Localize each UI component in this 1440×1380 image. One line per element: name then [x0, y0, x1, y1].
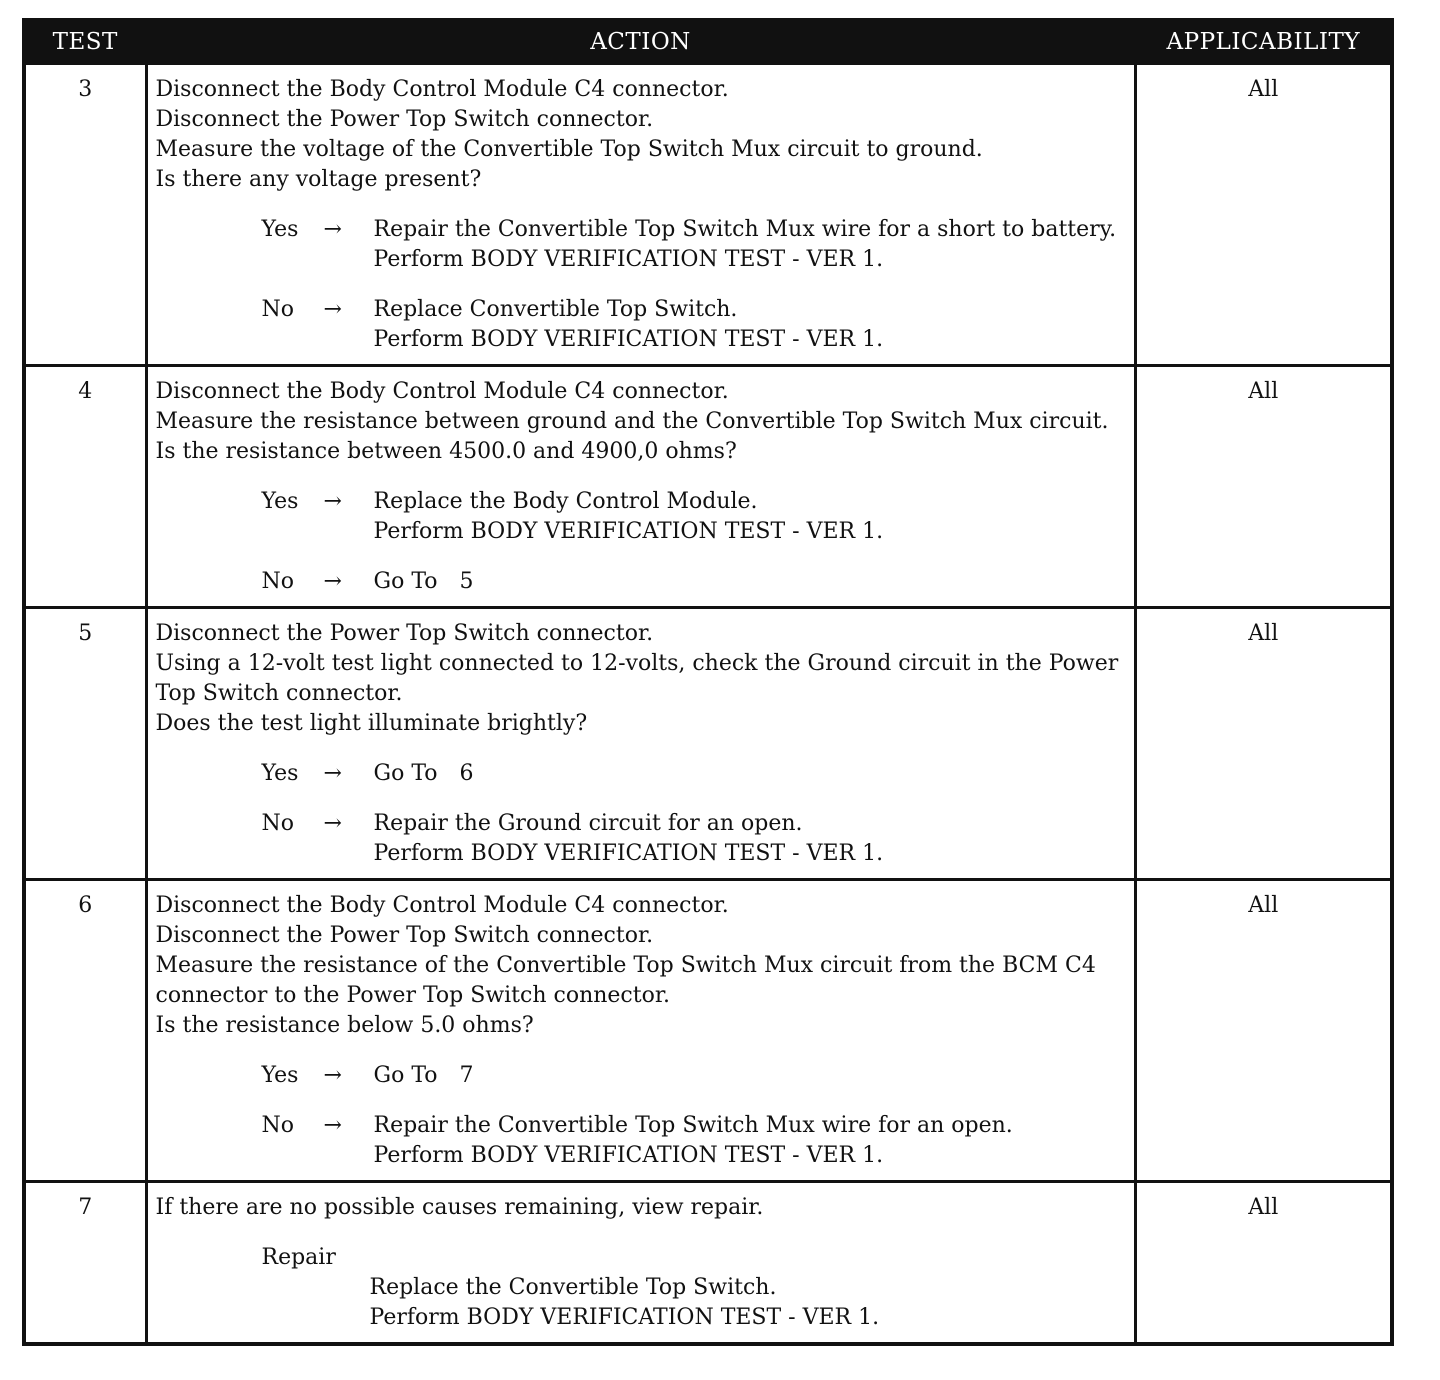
- answer-body: [374, 1061, 474, 1091]
- action-cell: [146, 366, 1135, 608]
- test-number: 4: [24, 366, 146, 608]
- answer-text: Repair the Convertible Top Switch Mux wire for an open.: [373, 1113, 1013, 1138]
- test-number: 3: [24, 64, 146, 366]
- applicability-value: All: [1135, 880, 1392, 1182]
- header-row: [24, 20, 1392, 64]
- goto-number: 7: [459, 1063, 474, 1088]
- answer-body: [374, 1111, 1013, 1171]
- repair-lines: [370, 1273, 1126, 1333]
- yes-answer: [262, 487, 1126, 547]
- header-test: TEST: [24, 20, 146, 64]
- answer-body: [374, 809, 884, 869]
- applicability-value: All: [1135, 64, 1392, 366]
- action-cell: [146, 880, 1135, 1182]
- right-arrow-icon: →: [323, 761, 342, 786]
- step-text: Measure the voltage of the Convertible Top Switch Mux circuit to ground.: [155, 137, 983, 162]
- goto-text: Go To: [373, 1063, 438, 1088]
- no-answer: [262, 1111, 1126, 1171]
- no-label: No: [261, 811, 294, 836]
- right-arrow-icon: →: [323, 297, 342, 322]
- test-number: 6: [24, 880, 146, 1182]
- answer-body: [374, 759, 474, 789]
- step-text: Is there any voltage present?: [155, 167, 482, 192]
- right-arrow-icon: →: [323, 217, 342, 242]
- step-text: Disconnect the Power Top Switch connector.: [155, 107, 654, 132]
- step-text: Top Switch connector.: [155, 681, 403, 706]
- answer-text: Perform BODY VERIFICATION TEST - VER 1.: [373, 841, 884, 866]
- step-text: Measure the resistance between ground and the Convertible Top Switch Mux circuit.: [155, 409, 1109, 434]
- step-text: Disconnect the Body Control Module C4 connector.: [155, 77, 729, 102]
- right-arrow-icon: →: [323, 489, 342, 514]
- step-text: Does the test light illuminate brightly?: [155, 711, 588, 736]
- repair-text: Perform BODY VERIFICATION TEST - VER 1.: [369, 1305, 880, 1330]
- no-label: No: [261, 297, 294, 322]
- answer-text: Replace Convertible Top Switch.: [373, 297, 738, 322]
- answer-group: [156, 487, 1126, 597]
- answer-body: [374, 295, 884, 355]
- table-row: [24, 64, 1392, 366]
- yes-answer: [262, 1061, 1126, 1091]
- repair-block: [156, 1243, 1126, 1333]
- goto-text: Go To: [373, 569, 438, 594]
- test-number: 5: [24, 608, 146, 880]
- step-text: Is the resistance between 4500.0 and 4900,0 ohms?: [155, 439, 737, 464]
- yes-label: Yes: [261, 1063, 299, 1088]
- no-answer: [262, 295, 1126, 355]
- header-applicability: APPLICABILITY: [1135, 20, 1392, 64]
- step-text: Using a 12-volt test light connected to 12-volts, check the Ground circuit in the Power: [155, 651, 1119, 676]
- answer-text: Replace the Body Control Module.: [373, 489, 758, 514]
- step-text: Measure the resistance of the Convertible Top Switch Mux circuit from the BCM C4: [155, 953, 1096, 978]
- table-row: [24, 366, 1392, 608]
- yes-label: Yes: [261, 217, 299, 242]
- table-row: [24, 608, 1392, 880]
- yes-answer: [262, 215, 1126, 275]
- applicability-value: All: [1135, 1182, 1392, 1344]
- answer-text: Perform BODY VERIFICATION TEST - VER 1.: [373, 519, 884, 544]
- right-arrow-icon: →: [323, 1113, 342, 1138]
- answer-body: [374, 487, 884, 547]
- applicability-value: All: [1135, 366, 1392, 608]
- goto-number: 5: [459, 569, 474, 594]
- step-text: Disconnect the Body Control Module C4 connector.: [155, 893, 729, 918]
- repair-text: Replace the Convertible Top Switch.: [369, 1275, 777, 1300]
- right-arrow-icon: →: [323, 1063, 342, 1088]
- header-action: ACTION: [146, 20, 1135, 64]
- answer-text: Perform BODY VERIFICATION TEST - VER 1.: [373, 247, 884, 272]
- answer-body: [374, 567, 474, 597]
- goto-number: 6: [459, 761, 474, 786]
- answer-text: Perform BODY VERIFICATION TEST - VER 1.: [373, 1143, 884, 1168]
- step-text: Disconnect the Body Control Module C4 connector.: [155, 379, 729, 404]
- no-label: No: [261, 1113, 294, 1138]
- table-row: [24, 1182, 1392, 1344]
- answer-body: [374, 215, 1117, 275]
- answer-group: [156, 1061, 1126, 1171]
- no-answer: [262, 809, 1126, 869]
- table-row: [24, 880, 1392, 1182]
- answer-text: Repair the Ground circuit for an open.: [373, 811, 803, 836]
- step-text: Disconnect the Power Top Switch connector.: [155, 923, 654, 948]
- action-cell: [146, 1182, 1135, 1344]
- no-answer: [262, 567, 1126, 597]
- action-cell: [146, 64, 1135, 366]
- diagnostic-page: [22, 18, 1390, 1346]
- table-header: [24, 20, 1392, 64]
- repair-label: Repair: [261, 1245, 336, 1270]
- right-arrow-icon: →: [323, 811, 342, 836]
- yes-label: Yes: [261, 489, 299, 514]
- step-text: If there are no possible causes remaining, view repair.: [155, 1195, 764, 1220]
- action-cell: [146, 608, 1135, 880]
- answer-text: Perform BODY VERIFICATION TEST - VER 1.: [373, 327, 884, 352]
- diagnostic-test-table: [22, 18, 1394, 1346]
- applicability-value: All: [1135, 608, 1392, 880]
- test-number: 7: [24, 1182, 146, 1344]
- answer-group: [156, 759, 1126, 869]
- yes-label: Yes: [261, 761, 299, 786]
- yes-answer: [262, 759, 1126, 789]
- step-text: connector to the Power Top Switch connector.: [155, 983, 670, 1008]
- answer-group: [156, 215, 1126, 355]
- step-text: Is the resistance below 5.0 ohms?: [155, 1013, 534, 1038]
- no-label: No: [261, 569, 294, 594]
- answer-text: Repair the Convertible Top Switch Mux wire for a short to battery.: [373, 217, 1117, 242]
- goto-text: Go To: [373, 761, 438, 786]
- step-text: Disconnect the Power Top Switch connector.: [155, 621, 654, 646]
- right-arrow-icon: →: [323, 569, 342, 594]
